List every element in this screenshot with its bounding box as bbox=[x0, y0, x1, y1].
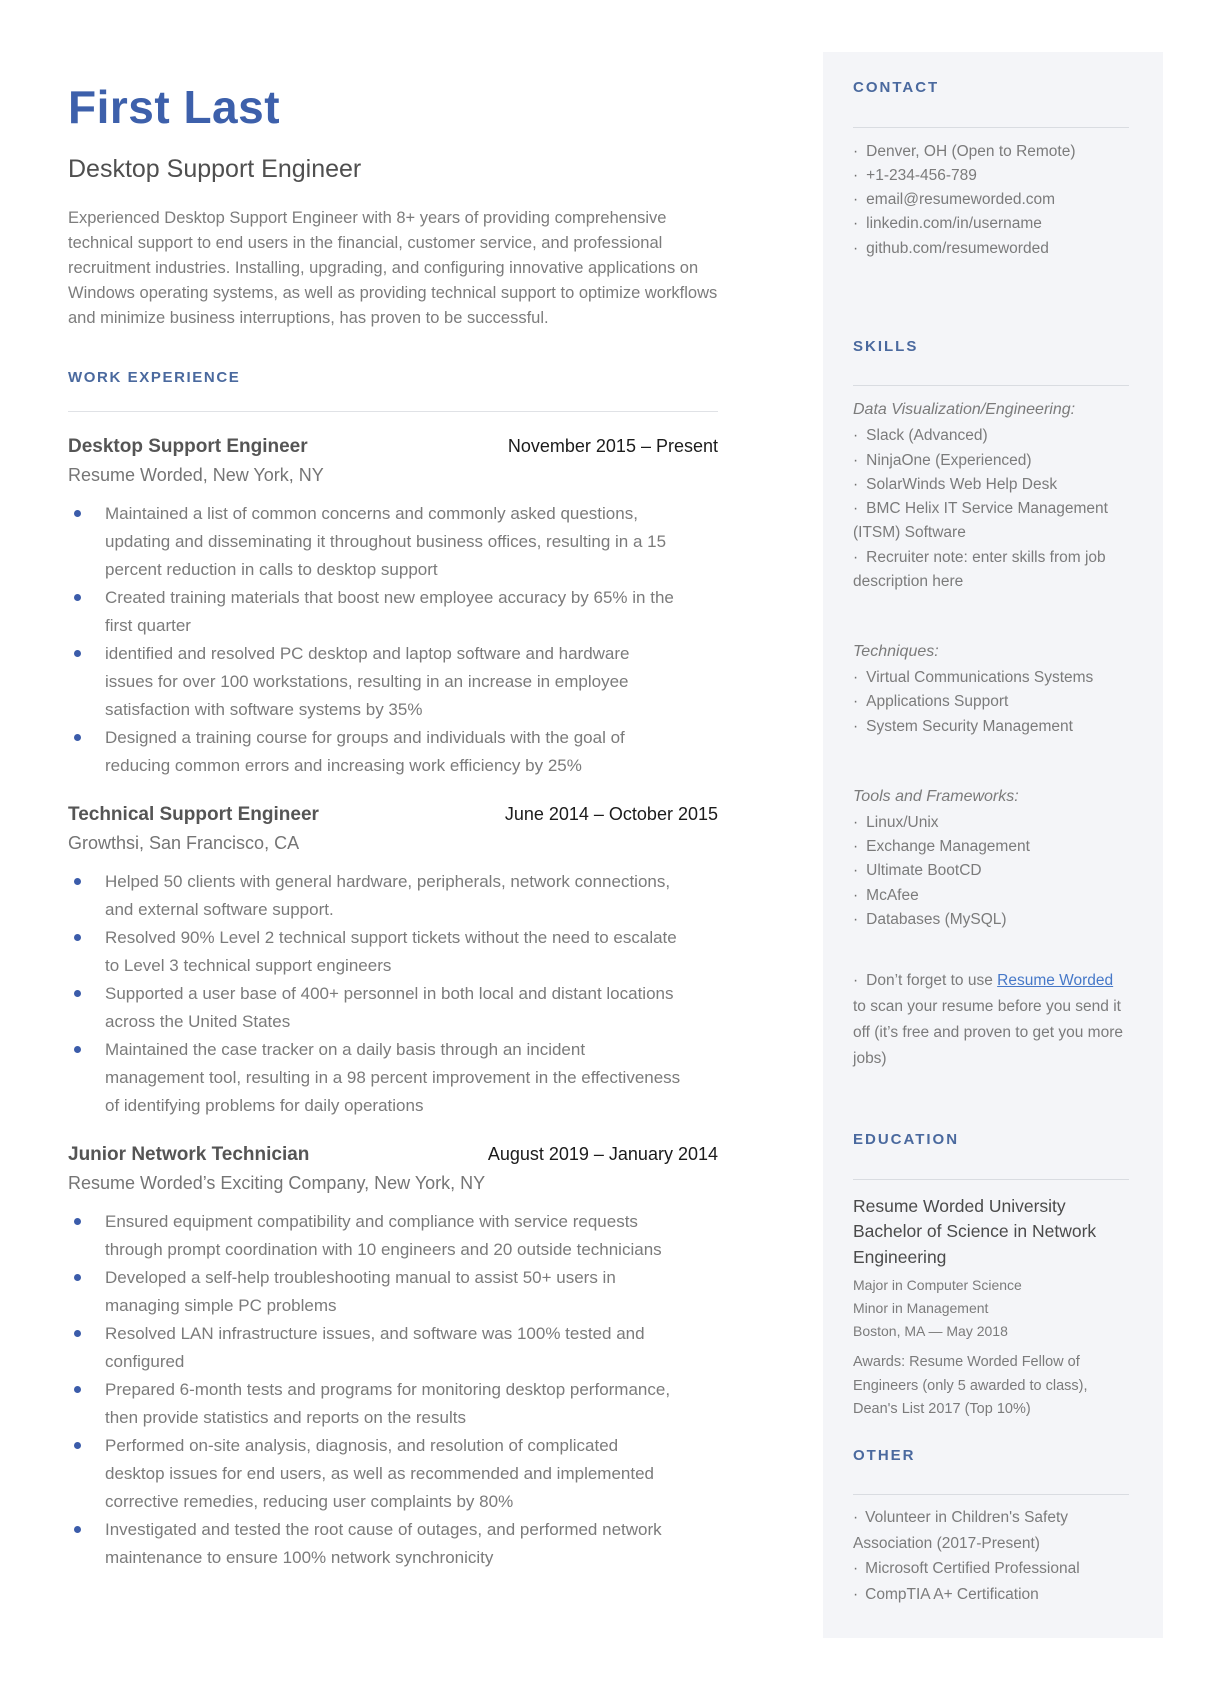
job-bullets bbox=[68, 500, 681, 780]
contact-item-github: · github.com/resumeworded bbox=[853, 237, 1129, 261]
skill-item: · Linux/Unix bbox=[853, 811, 1129, 835]
skill-item: · Virtual Communications Systems bbox=[853, 666, 1129, 690]
job-dates: November 2015 – Present bbox=[507, 435, 718, 456]
job-bullets bbox=[68, 868, 681, 1120]
note-suffix: to scan your resume before you send it off (it’s free and proven to get you more jobs) bbox=[853, 998, 1123, 1068]
education-major: Major in Computer Science bbox=[853, 1277, 1022, 1294]
education-details bbox=[853, 1274, 1129, 1343]
education-minor: Minor in Management bbox=[853, 1300, 989, 1317]
skill-item: · Databases (MySQL) bbox=[853, 908, 1129, 932]
job-block bbox=[68, 436, 736, 780]
bullet-item: Designed a training course for groups and individuals with the goal of reducing common errors and increasing work efficiency by 25% bbox=[105, 724, 681, 780]
bullet-item: Performed on-site analysis, diagnosis, and resolution of complicated desktop issues for end users, as well as recommended and implemented corrective remedies, reducing user complaints by 80% bbox=[105, 1432, 681, 1516]
resume-worded-note bbox=[853, 968, 1129, 1072]
other-divider bbox=[853, 1494, 1129, 1495]
skills-label: SKILLS bbox=[853, 337, 919, 355]
contact-item-phone: · +1-234-456-789 bbox=[853, 164, 1129, 188]
bullet-item: Resolved 90% Level 2 technical support tickets without the need to escalate to Level 3 technical support engineers bbox=[105, 924, 681, 980]
bullet-item: Developed a self-help troubleshooting manual to assist 50+ users in managing simple PC problems bbox=[105, 1264, 681, 1320]
job-bullets bbox=[68, 1208, 681, 1572]
other-item: · Microsoft Certified Professional bbox=[853, 1556, 1129, 1582]
skills-divider bbox=[853, 385, 1129, 386]
contact-list bbox=[853, 140, 1129, 261]
resume-worded-link[interactable]: Resume Worded bbox=[997, 972, 1114, 990]
education-divider bbox=[853, 1179, 1129, 1180]
skill-group-category: Tools and Frameworks: bbox=[853, 788, 1019, 806]
skill-item: · McAfee bbox=[853, 884, 1129, 908]
other-item: · Volunteer in Children's Safety Association (2017-Present) bbox=[853, 1505, 1129, 1556]
job-title: Technical Support Engineer bbox=[68, 803, 319, 825]
skill-item: · NinjaOne (Experienced) bbox=[853, 449, 1129, 473]
bullet-item: Created training materials that boost new employee accuracy by 65% in the first quarter bbox=[105, 584, 681, 640]
candidate-name: First Last bbox=[68, 81, 281, 133]
contact-item-email: · email@resumeworded.com bbox=[853, 188, 1129, 212]
job-heading-row bbox=[68, 436, 718, 458]
bullet-item: Maintained a list of common concerns and commonly asked questions, updating and disseminating it throughout business offices, resulting in a 15 percent reduction in calls to desktop support bbox=[105, 500, 681, 584]
skill-item: · Ultimate BootCD bbox=[853, 859, 1129, 883]
other-label: OTHER bbox=[853, 1446, 916, 1464]
bullet-item: Helped 50 clients with general hardware, peripherals, network connections, and external software support. bbox=[105, 868, 681, 924]
bullet-item: Investigated and tested the root cause of outages, and performed network maintenance to ensure 100% network synchronicity bbox=[105, 1516, 681, 1572]
job-company: Resume Worded’s Exciting Company, New York, NY bbox=[68, 1172, 486, 1193]
job-heading-row bbox=[68, 1144, 718, 1166]
job-company: Growthsi, San Francisco, CA bbox=[68, 832, 300, 853]
education-location-date: Boston, MA — May 2018 bbox=[853, 1323, 1008, 1340]
skill-item: · Slack (Advanced) bbox=[853, 424, 1129, 448]
summary-text: Experienced Desktop Support Engineer with 8+ years of providing comprehensive technical support to end users in the financial, customer service, and professional recruitment industries. Installing, upgrading, and configuring innovative applications on Windows operating systems, as well as providing technical support to optimize workflows and minimize business interruptions, has proven to be successful. bbox=[68, 208, 718, 327]
bullet-item: identified and resolved PC desktop and laptop software and hardware issues for over 100 workstations, resulting in an increase in employee satisfaction with software systems by 35% bbox=[105, 640, 681, 724]
skill-item: · System Security Management bbox=[853, 715, 1129, 739]
job-company: Resume Worded, New York, NY bbox=[68, 464, 324, 485]
bullet-item: Maintained the case tracker on a daily basis through an incident management tool, resulting in a 98 percent improvement in the effectiveness of identifying problems for daily operations bbox=[105, 1036, 681, 1120]
job-block bbox=[68, 1144, 736, 1572]
note-prefix: Don’t forget to use bbox=[866, 972, 998, 990]
bullet-item: Supported a user base of 400+ personnel in both local and distant locations across the United States bbox=[105, 980, 681, 1036]
contact-item-location: · Denver, OH (Open to Remote) bbox=[853, 140, 1129, 164]
skill-group-category: Techniques: bbox=[853, 643, 939, 661]
education-awards: Awards: Resume Worded Fellow of Engineers (only 5 awarded to class), Dean's List 2017 (Top 10%) bbox=[853, 1354, 1088, 1418]
education-label: EDUCATION bbox=[853, 1131, 960, 1149]
job-dates: August 2019 – January 2014 bbox=[487, 1143, 718, 1164]
education-school: Resume Worded University bbox=[853, 1195, 1066, 1216]
job-heading-row bbox=[68, 804, 718, 826]
job-title: Junior Network Technician bbox=[68, 1143, 310, 1165]
other-item: · CompTIA A+ Certification bbox=[853, 1582, 1129, 1608]
job-title: Desktop Support Engineer bbox=[68, 435, 308, 457]
job-dates: June 2014 – October 2015 bbox=[504, 803, 718, 824]
skill-group-list bbox=[853, 811, 1129, 932]
work-experience-divider bbox=[68, 411, 718, 412]
skill-item: · Applications Support bbox=[853, 690, 1129, 714]
contact-label: CONTACT bbox=[853, 79, 940, 96]
skill-item: · SolarWinds Web Help Desk bbox=[853, 473, 1129, 497]
skill-item: · Exchange Management bbox=[853, 835, 1129, 859]
other-list bbox=[853, 1505, 1129, 1607]
skill-item: · BMC Helix IT Service Management (ITSM) Software bbox=[853, 497, 1129, 546]
skill-group-list bbox=[853, 424, 1129, 594]
skill-group-list bbox=[853, 666, 1129, 739]
bullet-item: Ensured equipment compatibility and compliance with service requests through prompt coordination with 10 engineers and 20 outside technicians bbox=[105, 1208, 681, 1264]
main-column bbox=[68, 0, 736, 1572]
contact-item-linkedin: · linkedin.com/in/username bbox=[853, 212, 1129, 236]
job-block bbox=[68, 804, 736, 1120]
work-experience-label: WORK EXPERIENCE bbox=[68, 368, 241, 386]
role-subtitle: Desktop Support Engineer bbox=[68, 155, 362, 183]
bullet-item: Resolved LAN infrastructure issues, and software was 100% tested and configured bbox=[105, 1320, 681, 1376]
contact-divider bbox=[853, 127, 1129, 128]
sidebar-panel bbox=[823, 52, 1163, 1638]
education-degree: Bachelor of Science in Network Engineering bbox=[853, 1221, 1097, 1267]
skill-item: · Recruiter note: enter skills from job description here bbox=[853, 546, 1129, 595]
skill-group-category: Data Visualization/Engineering: bbox=[853, 401, 1076, 419]
bullet-item: Prepared 6-month tests and programs for monitoring desktop performance, then provide statistics and reports on the results bbox=[105, 1376, 681, 1432]
